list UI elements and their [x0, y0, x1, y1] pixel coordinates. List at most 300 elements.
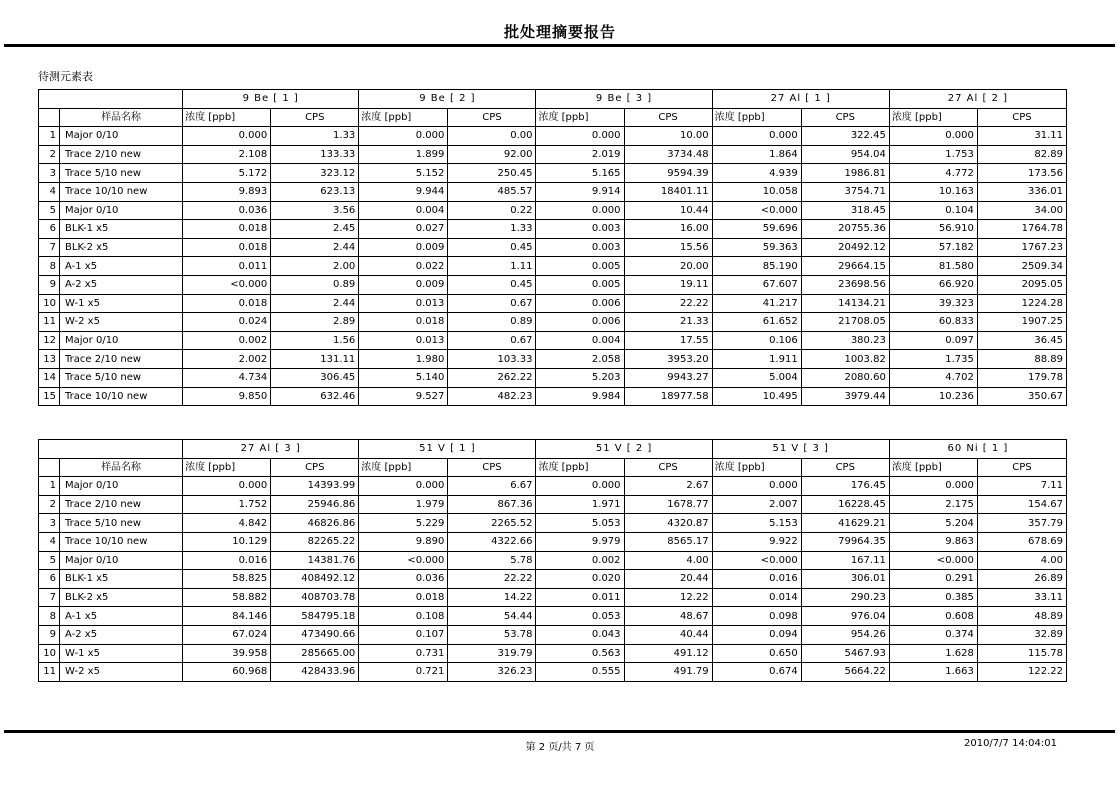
row-index-cell: 5 [39, 551, 60, 570]
concentration-cell: 10.129 [183, 532, 271, 551]
column-header-row [39, 458, 1067, 477]
cps-cell: 322.45 [801, 127, 889, 146]
cps-cell: 21708.05 [801, 313, 889, 332]
concentration-cell: 0.013 [359, 331, 448, 350]
table-row [39, 551, 1067, 570]
cps-cell: 285665.00 [271, 644, 359, 663]
sample-name-cell: BLK-2 x5 [60, 588, 183, 607]
cps-cell: 0.89 [271, 275, 359, 294]
concentration-cell: 0.721 [359, 663, 448, 682]
concentration-header: 浓度 [ppb] [536, 458, 624, 477]
cps-cell: 41629.21 [801, 514, 889, 533]
cps-cell: 16228.45 [801, 495, 889, 514]
cps-cell: 306.01 [801, 570, 889, 589]
concentration-cell: 0.027 [359, 220, 448, 239]
report-timestamp: 2010/7/7 14:04:01 [963, 738, 1057, 749]
concentration-cell: 0.005 [536, 257, 624, 276]
concentration-header: 浓度 [ppb] [359, 108, 448, 127]
concentration-cell: 0.106 [712, 331, 801, 350]
sample-name-cell: Trace 2/10 new [60, 145, 183, 164]
cps-cell: 18977.58 [624, 387, 712, 406]
cps-cell: 22.22 [624, 294, 712, 313]
cps-cell: 20492.12 [801, 238, 889, 257]
concentration-cell: 0.043 [536, 625, 624, 644]
concentration-cell: 0.013 [359, 294, 448, 313]
concentration-cell: 9.890 [359, 532, 448, 551]
cps-cell: 0.67 [448, 294, 536, 313]
sample-name-cell: W-1 x5 [60, 294, 183, 313]
cps-header: CPS [448, 458, 536, 477]
concentration-cell: 0.020 [536, 570, 624, 589]
concentration-cell: 0.003 [536, 220, 624, 239]
cps-header: CPS [801, 108, 889, 127]
sample-name-cell: Trace 5/10 new [60, 368, 183, 387]
concentration-cell: 66.920 [889, 275, 977, 294]
footer-rule [4, 730, 1115, 733]
concentration-cell: 0.006 [536, 313, 624, 332]
cps-cell: 79964.35 [801, 532, 889, 551]
report-title: 批处理摘要报告 [503, 23, 616, 41]
cps-cell: 3754.71 [801, 182, 889, 201]
table-row [39, 495, 1067, 514]
concentration-cell: 0.563 [536, 644, 624, 663]
table-row [39, 607, 1067, 626]
cps-header: CPS [624, 458, 712, 477]
concentration-cell: 0.009 [359, 275, 448, 294]
sample-name-cell: Trace 2/10 new [60, 495, 183, 514]
concentration-cell: 1.753 [889, 145, 977, 164]
isotope-group-header: 9 Be [ 1 ] [183, 90, 359, 109]
isotope-group-header: 51 V [ 2 ] [536, 440, 712, 459]
cps-cell: 491.12 [624, 644, 712, 663]
cps-cell: 133.33 [271, 145, 359, 164]
cps-cell: 408703.78 [271, 588, 359, 607]
concentration-cell: 58.882 [183, 588, 271, 607]
cps-cell: 179.78 [977, 368, 1066, 387]
row-index-cell: 11 [39, 313, 60, 332]
column-header-row [39, 108, 1067, 127]
concentration-header: 浓度 [ppb] [536, 108, 624, 127]
row-index-cell: 3 [39, 514, 60, 533]
concentration-cell: 5.165 [536, 164, 624, 183]
cps-cell: 53.78 [448, 625, 536, 644]
concentration-cell: 0.004 [359, 201, 448, 220]
concentration-cell: 9.893 [183, 182, 271, 201]
index-header-cell [39, 108, 60, 127]
cps-cell: 408492.12 [271, 570, 359, 589]
row-index-cell: 9 [39, 625, 60, 644]
concentration-cell: 9.914 [536, 182, 624, 201]
concentration-cell: 5.203 [536, 368, 624, 387]
concentration-header: 浓度 [ppb] [712, 458, 801, 477]
group-header-row [39, 90, 1067, 109]
isotope-group-header: 9 Be [ 2 ] [359, 90, 536, 109]
concentration-cell: 0.385 [889, 588, 977, 607]
concentration-cell: 10.495 [712, 387, 801, 406]
concentration-cell: 0.036 [359, 570, 448, 589]
cps-cell: 103.33 [448, 350, 536, 369]
table-row [39, 164, 1067, 183]
concentration-cell: 1.911 [712, 350, 801, 369]
concentration-cell: 41.217 [712, 294, 801, 313]
cps-cell: 326.23 [448, 663, 536, 682]
concentration-cell: 4.772 [889, 164, 977, 183]
sample-name-cell: Major 0/10 [60, 331, 183, 350]
cps-cell: 2.00 [271, 257, 359, 276]
row-index-cell: 6 [39, 220, 60, 239]
table-row [39, 313, 1067, 332]
cps-cell: 88.89 [977, 350, 1066, 369]
cps-cell: 4.00 [977, 551, 1066, 570]
row-index-cell: 1 [39, 127, 60, 146]
sample-name-cell: BLK-1 x5 [60, 220, 183, 239]
cps-cell: 5467.93 [801, 644, 889, 663]
cps-cell: 15.56 [624, 238, 712, 257]
sample-name-cell: Major 0/10 [60, 201, 183, 220]
cps-cell: 21.33 [624, 313, 712, 332]
concentration-cell: 60.833 [889, 313, 977, 332]
concentration-header: 浓度 [ppb] [359, 458, 448, 477]
cps-cell: 14.22 [448, 588, 536, 607]
sample-name-cell: BLK-2 x5 [60, 238, 183, 257]
cps-cell: 1.11 [448, 257, 536, 276]
table-row [39, 201, 1067, 220]
concentration-cell: 0.000 [889, 477, 977, 496]
concentration-cell: 1.979 [359, 495, 448, 514]
table-row [39, 532, 1067, 551]
isotope-group-header: 60 Ni [ 1 ] [889, 440, 1066, 459]
cps-cell: 357.79 [977, 514, 1066, 533]
concentration-cell: 1.971 [536, 495, 624, 514]
header-blank-cell [39, 440, 183, 459]
concentration-cell: 9.922 [712, 532, 801, 551]
concentration-cell: 0.000 [183, 477, 271, 496]
cps-cell: 2.45 [271, 220, 359, 239]
concentration-cell: 0.016 [712, 570, 801, 589]
sample-name-cell: W-2 x5 [60, 313, 183, 332]
concentration-cell: 67.024 [183, 625, 271, 644]
concentration-cell: 0.291 [889, 570, 977, 589]
header-blank-cell [39, 90, 183, 109]
concentration-cell: 2.007 [712, 495, 801, 514]
row-index-cell: 7 [39, 238, 60, 257]
row-index-cell: 3 [39, 164, 60, 183]
concentration-cell: <0.000 [712, 551, 801, 570]
cps-cell: 1767.23 [977, 238, 1066, 257]
sample-name-cell: Trace 10/10 new [60, 182, 183, 201]
sample-name-cell: Trace 5/10 new [60, 514, 183, 533]
cps-cell: 3953.20 [624, 350, 712, 369]
concentration-cell: <0.000 [889, 551, 977, 570]
concentration-cell: 0.674 [712, 663, 801, 682]
cps-cell: 0.45 [448, 275, 536, 294]
sample-name-cell: A-2 x5 [60, 625, 183, 644]
concentration-header: 浓度 [ppb] [183, 458, 271, 477]
concentration-cell: 84.146 [183, 607, 271, 626]
sample-name-cell: Trace 5/10 new [60, 164, 183, 183]
concentration-cell: 0.000 [359, 477, 448, 496]
sample-name-cell: A-1 x5 [60, 607, 183, 626]
cps-cell: 3.56 [271, 201, 359, 220]
cps-cell: 14393.99 [271, 477, 359, 496]
concentration-cell: 67.607 [712, 275, 801, 294]
cps-cell: 5664.22 [801, 663, 889, 682]
cps-cell: 9943.27 [624, 368, 712, 387]
table-row [39, 663, 1067, 682]
section-label: 待测元素表 [38, 70, 93, 83]
cps-cell: 867.36 [448, 495, 536, 514]
cps-cell: 323.12 [271, 164, 359, 183]
concentration-cell: 0.104 [889, 201, 977, 220]
cps-cell: 18401.11 [624, 182, 712, 201]
cps-cell: 17.55 [624, 331, 712, 350]
cps-cell: 167.11 [801, 551, 889, 570]
cps-cell: 6.67 [448, 477, 536, 496]
row-index-cell: 6 [39, 570, 60, 589]
sample-name-cell: A-1 x5 [60, 257, 183, 276]
concentration-cell: 10.163 [889, 182, 977, 201]
concentration-cell: <0.000 [183, 275, 271, 294]
sample-name-cell: Trace 10/10 new [60, 387, 183, 406]
cps-cell: 20755.36 [801, 220, 889, 239]
concentration-cell: 10.058 [712, 182, 801, 201]
cps-cell: 678.69 [977, 532, 1066, 551]
cps-cell: 1907.25 [977, 313, 1066, 332]
concentration-cell: 2.108 [183, 145, 271, 164]
concentration-cell: 0.002 [536, 551, 624, 570]
concentration-cell: 0.107 [359, 625, 448, 644]
cps-cell: 2509.34 [977, 257, 1066, 276]
table-row [39, 625, 1067, 644]
table-row [39, 644, 1067, 663]
cps-cell: 306.45 [271, 368, 359, 387]
concentration-cell: 1.628 [889, 644, 977, 663]
cps-cell: 2265.52 [448, 514, 536, 533]
cps-cell: 29664.15 [801, 257, 889, 276]
concentration-cell: 0.053 [536, 607, 624, 626]
concentration-cell: 5.204 [889, 514, 977, 533]
concentration-cell: 5.229 [359, 514, 448, 533]
concentration-cell: 0.011 [536, 588, 624, 607]
cps-header: CPS [801, 458, 889, 477]
sample-name-header: 样品名称 [60, 108, 183, 127]
cps-cell: 0.67 [448, 331, 536, 350]
concentration-cell: 0.006 [536, 294, 624, 313]
cps-cell: 14381.76 [271, 551, 359, 570]
cps-cell: 12.22 [624, 588, 712, 607]
concentration-cell: 9.850 [183, 387, 271, 406]
concentration-cell: 1.899 [359, 145, 448, 164]
cps-cell: 82.89 [977, 145, 1066, 164]
table-row [39, 182, 1067, 201]
concentration-cell: 4.842 [183, 514, 271, 533]
concentration-cell: 5.153 [712, 514, 801, 533]
cps-cell: 954.26 [801, 625, 889, 644]
concentration-cell: 57.182 [889, 238, 977, 257]
table-row [39, 588, 1067, 607]
concentration-cell: 0.011 [183, 257, 271, 276]
concentration-cell: 85.190 [712, 257, 801, 276]
concentration-cell: 4.939 [712, 164, 801, 183]
concentration-cell: 5.053 [536, 514, 624, 533]
cps-cell: 4322.66 [448, 532, 536, 551]
concentration-cell: 9.944 [359, 182, 448, 201]
concentration-cell: 0.000 [359, 127, 448, 146]
sample-name-cell: A-2 x5 [60, 275, 183, 294]
cps-cell: 380.23 [801, 331, 889, 350]
table-row [39, 220, 1067, 239]
cps-cell: 26.89 [977, 570, 1066, 589]
concentration-cell: 0.000 [712, 127, 801, 146]
concentration-header: 浓度 [ppb] [889, 458, 977, 477]
cps-cell: 131.11 [271, 350, 359, 369]
concentration-cell: 2.058 [536, 350, 624, 369]
cps-cell: 46826.86 [271, 514, 359, 533]
concentration-cell: 9.527 [359, 387, 448, 406]
concentration-cell: 1.864 [712, 145, 801, 164]
concentration-cell: 0.018 [359, 313, 448, 332]
row-index-cell: 2 [39, 145, 60, 164]
table-row [39, 145, 1067, 164]
row-index-cell: 2 [39, 495, 60, 514]
isotope-group-header: 27 Al [ 1 ] [712, 90, 889, 109]
cps-cell: 5.78 [448, 551, 536, 570]
concentration-cell: 9.979 [536, 532, 624, 551]
concentration-cell: 39.958 [183, 644, 271, 663]
concentration-cell: 0.022 [359, 257, 448, 276]
cps-cell: 154.67 [977, 495, 1066, 514]
row-index-cell: 4 [39, 532, 60, 551]
sample-name-cell: Major 0/10 [60, 477, 183, 496]
table-row [39, 257, 1067, 276]
results-table-1 [38, 89, 1067, 406]
cps-cell: 0.89 [448, 313, 536, 332]
row-index-cell: 13 [39, 350, 60, 369]
cps-cell: 2095.05 [977, 275, 1066, 294]
table-row [39, 331, 1067, 350]
cps-cell: 336.01 [977, 182, 1066, 201]
row-index-cell: 7 [39, 588, 60, 607]
cps-header: CPS [977, 458, 1066, 477]
row-index-cell: 11 [39, 663, 60, 682]
concentration-cell: 0.003 [536, 238, 624, 257]
cps-cell: 1678.77 [624, 495, 712, 514]
cps-cell: 1986.81 [801, 164, 889, 183]
sample-name-cell: Trace 2/10 new [60, 350, 183, 369]
cps-cell: 22.22 [448, 570, 536, 589]
cps-cell: 32.89 [977, 625, 1066, 644]
concentration-cell: 0.098 [712, 607, 801, 626]
page-indicator: 第 2 页/共 7 页 [525, 742, 595, 753]
concentration-cell: <0.000 [712, 201, 801, 220]
cps-cell: 23698.56 [801, 275, 889, 294]
row-index-cell: 8 [39, 257, 60, 276]
table-row [39, 514, 1067, 533]
concentration-cell: 4.734 [183, 368, 271, 387]
concentration-cell: 0.000 [183, 127, 271, 146]
cps-cell: 3979.44 [801, 387, 889, 406]
sample-name-cell: Major 0/10 [60, 551, 183, 570]
concentration-cell: 5.152 [359, 164, 448, 183]
concentration-cell: 0.005 [536, 275, 624, 294]
concentration-cell: <0.000 [359, 551, 448, 570]
cps-cell: 40.44 [624, 625, 712, 644]
cps-cell: 16.00 [624, 220, 712, 239]
cps-header: CPS [271, 108, 359, 127]
cps-cell: 173.56 [977, 164, 1066, 183]
cps-cell: 20.44 [624, 570, 712, 589]
concentration-cell: 61.652 [712, 313, 801, 332]
row-index-cell: 1 [39, 477, 60, 496]
table-row [39, 127, 1067, 146]
cps-cell: 1003.82 [801, 350, 889, 369]
cps-cell: 473490.66 [271, 625, 359, 644]
isotope-group-header: 9 Be [ 3 ] [536, 90, 712, 109]
cps-cell: 482.23 [448, 387, 536, 406]
results-table-2 [38, 439, 1067, 682]
cps-cell: 14134.21 [801, 294, 889, 313]
group-header-row [39, 440, 1067, 459]
cps-cell: 623.13 [271, 182, 359, 201]
cps-cell: 9594.39 [624, 164, 712, 183]
concentration-cell: 5.004 [712, 368, 801, 387]
cps-cell: 1.56 [271, 331, 359, 350]
index-header-cell [39, 458, 60, 477]
cps-cell: 250.45 [448, 164, 536, 183]
concentration-cell: 60.968 [183, 663, 271, 682]
cps-cell: 2.89 [271, 313, 359, 332]
table-row [39, 238, 1067, 257]
concentration-cell: 0.018 [359, 588, 448, 607]
concentration-cell: 4.702 [889, 368, 977, 387]
concentration-cell: 0.018 [183, 238, 271, 257]
cps-cell: 34.00 [977, 201, 1066, 220]
cps-cell: 350.67 [977, 387, 1066, 406]
concentration-cell: 9.984 [536, 387, 624, 406]
concentration-cell: 58.825 [183, 570, 271, 589]
concentration-header: 浓度 [ppb] [183, 108, 271, 127]
cps-cell: 1764.78 [977, 220, 1066, 239]
concentration-cell: 0.018 [183, 220, 271, 239]
cps-cell: 954.04 [801, 145, 889, 164]
concentration-cell: 10.236 [889, 387, 977, 406]
concentration-cell: 0.000 [889, 127, 977, 146]
cps-cell: 976.04 [801, 607, 889, 626]
concentration-cell: 0.608 [889, 607, 977, 626]
cps-cell: 584795.18 [271, 607, 359, 626]
table-row [39, 294, 1067, 313]
row-index-cell: 10 [39, 644, 60, 663]
cps-cell: 31.11 [977, 127, 1066, 146]
row-index-cell: 4 [39, 182, 60, 201]
isotope-group-header: 27 Al [ 2 ] [889, 90, 1066, 109]
concentration-cell: 2.019 [536, 145, 624, 164]
table-row [39, 368, 1067, 387]
cps-cell: 115.78 [977, 644, 1066, 663]
cps-cell: 36.45 [977, 331, 1066, 350]
concentration-header: 浓度 [ppb] [889, 108, 977, 127]
concentration-header: 浓度 [ppb] [712, 108, 801, 127]
cps-cell: 10.44 [624, 201, 712, 220]
concentration-cell: 2.175 [889, 495, 977, 514]
cps-cell: 485.57 [448, 182, 536, 201]
table-row [39, 477, 1067, 496]
cps-header: CPS [624, 108, 712, 127]
concentration-cell: 5.172 [183, 164, 271, 183]
concentration-cell: 1.663 [889, 663, 977, 682]
cps-cell: 1224.28 [977, 294, 1066, 313]
cps-cell: 2.44 [271, 238, 359, 257]
